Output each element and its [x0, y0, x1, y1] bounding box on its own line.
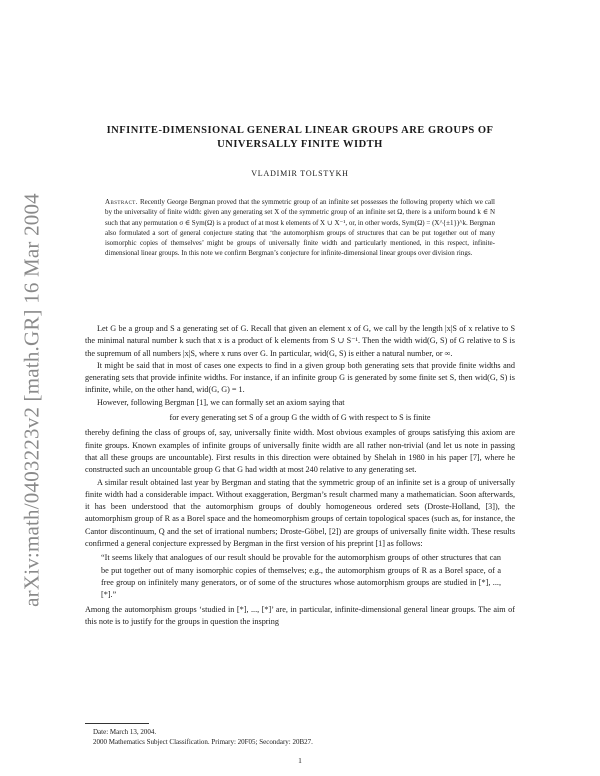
- paragraph-6: Among the automorphism groups ‘studied in [*], ..., [*]’ are, in particular, infinite-dimensional general linear groups. The aim of this note is to justify for the groups in question the inspring: [85, 604, 515, 626]
- abstract-text: Recently George Bergman proved that the symmetric group of an infinite set possesses the following property which we call by the universality of finite width: given any generating set X of the symmetric group of an infinite set Ω, there is a uniform bound k ∈ N such that any permutation σ ∈ Sym(Ω) is a product of at most k elements of X ∪ X⁻¹, or, in other words, Sym(Ω) = (X^{±1})^k. Bergman also formulated a sort of general conjecture stating that ‘the automorphism groups of structures that can be put together out of many isomorphic copies of themselves’ might be groups of universally finite width and particularly mentioned, in this respect, infinite-dimensional linear groups. In this note we confirm Bergman’s conjecture for infinite-dimensional linear groups over division rings.: [105, 198, 495, 258]
- axiom-statement: for every generating set S of a group G the width of G with respect to S is finite: [169, 413, 431, 423]
- paragraph-1: Let G be a group and S a generating set of G. Recall that given an element x of G, we call by the length |x|S of x relative to S the minimal natural number k such that x is a product of k elements from S ∪ S⁻¹. Then the width wid(G, S) of G relative to S is the supremum of all numbers |x|S, where x runs over G. In particular, wid(G, S) is either a natural number, or ∞.: [85, 324, 515, 358]
- title-line-2: UNIVERSALLY FINITE WIDTH: [217, 139, 383, 150]
- title-line-1: INFINITE-DIMENSIONAL GENERAL LINEAR GROUPS ARE GROUPS OF: [106, 125, 494, 136]
- arxiv-identifier: arXiv:math/0403223v2 [math.GR] 16 Mar 2004: [19, 193, 44, 607]
- arxiv-sidebar: [12, 150, 52, 650]
- main-body: [85, 323, 515, 628]
- paragraph-2: It might be said that in most of cases one expects to find in a given group both generating sets that provide finite widths and generating sets that provide infinite widths. For instance, if an infinite group G is generated by some finite set S, then wid(G, S) is infinite, while, on the other hand, wid(G, G) = 1.: [85, 360, 515, 395]
- author-name: VLADIMIR TOLSTYKH: [251, 169, 349, 178]
- footnote-divider: [85, 723, 149, 724]
- bergman-quote: “It seems likely that analogues of our result should be provable for the automorphism groups of other structures that can be put together out of many isomorphic copies of themselves; e.g., the automorphism groups of R as a Borel space, of a free group on infinitely many generators, or of some of the structures whose automorphism groups are studied in [*], ..., [*].”: [101, 553, 501, 600]
- footnote-msc: 2000 Mathematics Subject Classification. Primary: 20F05; Secondary: 20B27.: [93, 738, 313, 746]
- paragraph-3: However, following Bergman [1], we can formally set an axiom saying that: [97, 397, 345, 407]
- paragraph-5: A similar result obtained last year by Bergman and stating that the symmetric group of an infinite set is a group of universally finite width had a considerable impact. Without exaggeration, Bergman’s result charmed many a mathematician. Soon afterwards, it has been understood that the automorphism groups of doubly homogeneous ordered sets (Droste-Holland, [3]), the automorphism group of R as a Borel space and the homeomorphism groups of certain topological spaces (such as, for instance, the Cantor discontinuum, Q and the set of irrational numbers; Droste-Göbel, [2]) are groups of universally finite width. These results confirmed a general conjecture expressed by Bergman in the first version of his preprint [1] as follows:: [85, 477, 515, 549]
- abstract-label: Abstract.: [105, 198, 138, 206]
- paper-title: [70, 124, 530, 152]
- page-number: 1: [298, 756, 302, 765]
- footnotes: [85, 727, 515, 747]
- footnote-date: Date: March 13, 2004.: [93, 728, 157, 736]
- abstract: [105, 197, 495, 259]
- paragraph-4: thereby defining the class of groups of, say, universally finite width. Most obvious examples of groups satisfying this axiom are finite groups. Known examples of infinite groups of universally finite width are all rather non-trivial (and let us note in passing that all these groups are uncountable). First results in this direction were obtained by Shelah in 1980 in his paper [7], where he constructed such an uncountable group G that G had width at most 240 relative to any generating set.: [85, 428, 515, 475]
